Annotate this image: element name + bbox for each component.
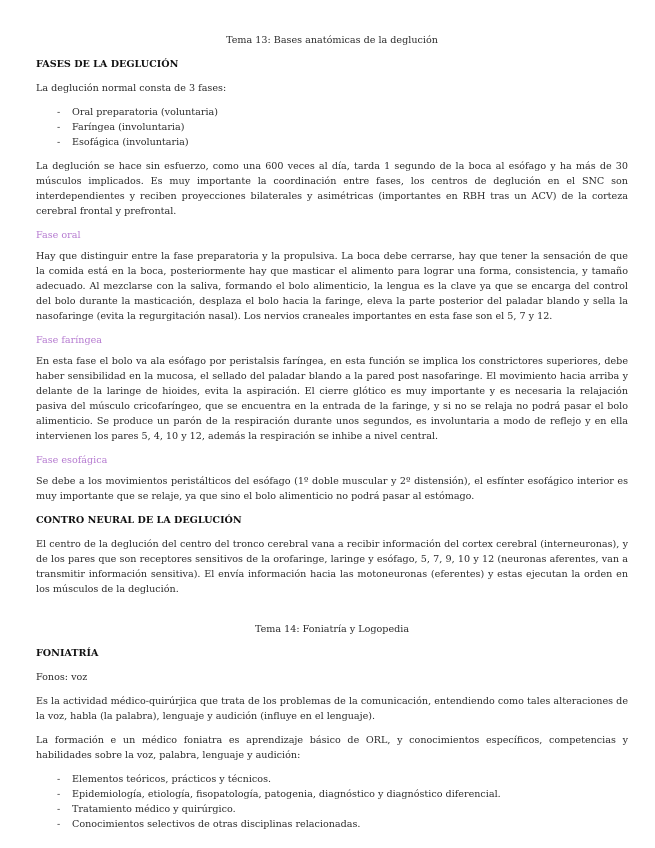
formacion-text: La formación e un médico foniatra es aprendizaje básico de ORL, y conocimientos específicos, competencias y habilidades sobre la voz, palabra, lenguaje y audición: [36, 735, 628, 761]
list-item: - Oral preparatoria (voluntaria) [57, 105, 628, 120]
control-neural-heading: CONTRO NEURAL DE LA DEGLUCIÓN [36, 515, 242, 526]
foniatria-heading: FONIATRÍA [36, 648, 99, 659]
tema13-title: Tema 13: Bases anatómicas de la deglución [226, 35, 438, 46]
list-item: - Elementos teóricos, prácticos y técnicos. [57, 772, 628, 787]
fase-faringea-text: En esta fase el bolo va ala esófago por peristalsis faríngea, en esta función se implica los constrictores superiores, debe haber sensibilidad en la mucosa, el sellado del paladar blando a la pared post nasofaringe. El movimiento hacia arriba y delante de la laringe de hioides, evita la aspiración. El cierre glótico es muy importante y es necesaria la relajación pasiva del músculo cricofaríngeo, que se encuentra en la entrada de la faringe, y si no se relaja no podrá pasar el bolo alimenticio. Se produce un parón de la respiración durante unos segundos, es involuntaria a modo de reflejo y en ella intervienen los pares 5, 4, 10 y 12, además la respiración se inhibe a nivel central. [36, 356, 628, 442]
fases-heading: FASES DE LA DEGLUCIÓN [36, 59, 179, 70]
list-item: - Esofágica (involuntaria) [57, 135, 628, 150]
tema14-title: Tema 14: Foniatría y Logopedia [254, 624, 410, 635]
list-item: - Faríngea (involuntaria) [57, 120, 628, 135]
fase-oral-heading: Fase oral [36, 230, 81, 241]
fase-faringea-heading: Fase faríngea [36, 335, 103, 346]
control-neural-text: El centro de la deglución del centro del tronco cerebral vana a recibir información del cortex cerebral (interneuronas), y de los pares que son receptores sensitivos de la orofaringe, laringe y esófago, 5, 7, 9, 10 y 12 (neuronas aferentes, van a transmitir información sensitiva). El envía información hacia las motoneuronas (eferentes) y estas ejecutan la orden en los músculos de la deglución. [36, 539, 628, 595]
list-item: - Conocimientos selectivos de otras disciplinas relacionadas. [57, 817, 628, 832]
section-spacer [36, 606, 628, 622]
deglucion-description: La deglución se hace sin esfuerzo, como una 600 veces al día, tarda 1 segundo de la boca al esófago y ha más de 30 músculos implicados. Es muy importante la coordinación entre fases, los centros de deglución en el SNC son interdependientes y reciben proyecciones bilaterales y asimétricas (importantes en RBH tras un ACV) de la corteza cerebral frontal y prefrontal. [36, 161, 628, 217]
fase-oral-text: Hay que distinguir entre la fase preparatoria y la propulsiva. La boca debe cerrarse, hay que tener la sensación de que la comida está en la boca, posteriormente hay que masticar el alimento para lograr una forma, consistencia, y tamaño adecuado. Al mezclarse con la saliva, formando el bolo alimenticio, la lengua es la clave ya que se encarga del control del bolo durante la masticación, desplaza el bolo hacia la faringe, eleva la parte posterior del paladar blando y sella la nasofaringe (evita la regurgitación nasal). Los nervios craneales importantes en esta fase son el 5, 7 y 12. [36, 251, 628, 322]
fase-esofagica-text: Se debe a los movimientos peristálticos del esófago (1º doble muscular y 2º distensión), el esfínter esofágico interior es muy importante que se relaje, ya que sino el bolo alimenticio no podrá pasar al estómago. [36, 476, 628, 502]
fases-intro: La deglución normal consta de 3 fases: [36, 83, 227, 94]
list-item: - Tratamiento médico y quirúrgico. [57, 802, 628, 817]
list-item: - Epidemiología, etiología, fisopatología, patogenia, diagnóstico y diagnóstico diferencial. [57, 787, 628, 802]
fonos-text: Fonos: voz [36, 672, 88, 683]
fases-list [36, 105, 628, 150]
fase-esofagica-heading: Fase esofágica [36, 455, 108, 466]
formacion-list [36, 772, 628, 832]
actividad-text: Es la actividad médico-quirúrjica que trata de los problemas de la comunicación, entendiendo como tales alteraciones de la voz, habla (la palabra), lenguaje y audición (influye en el lenguaje). [36, 696, 628, 722]
